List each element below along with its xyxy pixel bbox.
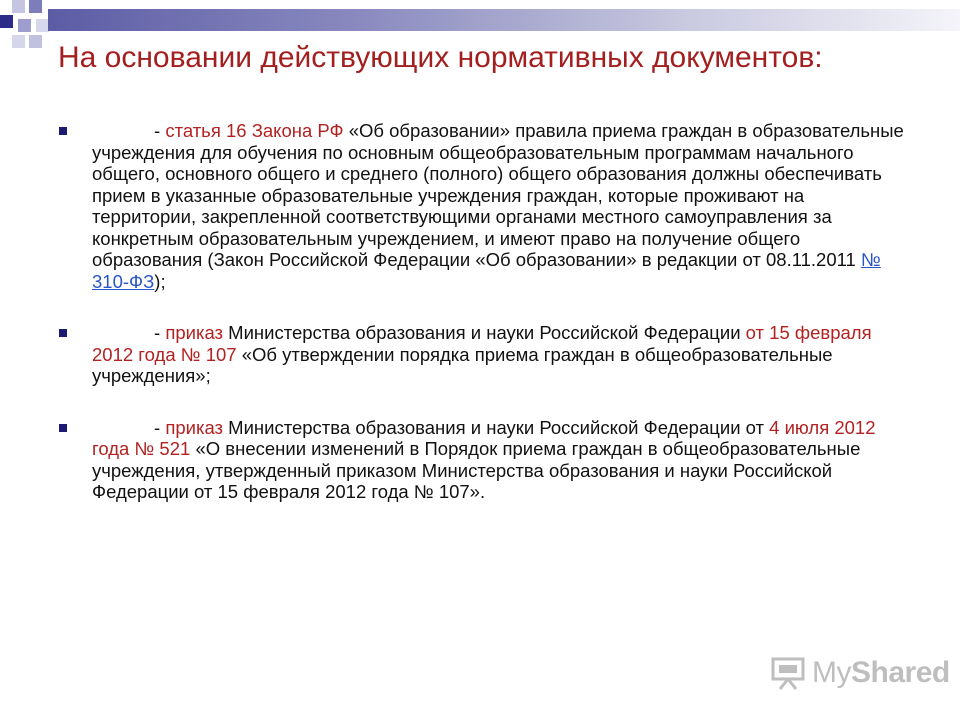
text-run: - — [154, 322, 166, 343]
decor-square — [18, 19, 31, 32]
bullet-icon — [59, 329, 67, 337]
text-run: «Об образовании» правила приема граждан в образовательные учреждения для обучения по основным общеобразовательным программам начального общего, основного общего и среднего (полного) общего образования должны обеспечивать прием в указанные образовательные учреждения граждан, которые проживают на территории, закрепленной соответствующими органами местного самоуправления за конкретным образовательным учреждением, и имеют право на получение общего образования (Закон Российской Федерации «Об образовании» в редакции от 08.11.2011 — [92, 120, 904, 270]
slide-content — [58, 120, 908, 533]
order-date-number: от 15 февраля 2012 года № 107 — [92, 322, 872, 365]
decor-square — [0, 15, 13, 28]
text-run: - — [154, 120, 166, 141]
decor-square — [29, 0, 42, 13]
watermark-text — [812, 656, 950, 690]
text-run: - — [154, 416, 166, 438]
decor-square — [12, 35, 25, 48]
list-item-text — [92, 120, 908, 292]
presentation-board-icon — [770, 656, 806, 690]
text-run: «О внесении изменений в Порядок приема граждан в общеобразовательные учреждения, утвержденный приказом Министерства образования и науки Российской Федерации от 15 февраля 2012 года № 107». — [92, 438, 861, 502]
list-item-text — [92, 417, 908, 503]
list-item — [58, 120, 908, 292]
list-item-text — [92, 322, 908, 387]
decor-square — [29, 35, 42, 48]
list-item — [58, 417, 908, 503]
law-number-link[interactable]: № 310-ФЗ — [92, 249, 881, 292]
watermark-text-light: My — [812, 656, 851, 689]
order-keyword: приказ — [165, 322, 224, 343]
watermark-text-bold: Shared — [851, 656, 950, 689]
bullet-icon — [59, 127, 67, 135]
bullet-icon — [59, 424, 67, 432]
law-article-reference: статья 16 Закона РФ — [165, 120, 344, 141]
text-run: Министерства образования и науки Российской Федерации — [223, 322, 746, 343]
list-item — [58, 322, 908, 387]
header-gradient-bar — [48, 9, 960, 31]
myshared-watermark — [770, 655, 950, 691]
slide-title: На основании действующих нормативных документов: — [58, 41, 823, 74]
order-keyword: приказ — [165, 416, 224, 438]
order-date-number: 4 июля 2012 года № 521 — [92, 416, 876, 459]
decor-square — [12, 0, 25, 13]
text-run: Министерства образования и науки Российской Федерации от — [223, 416, 770, 438]
text-run: «Об утверждении порядка приема граждан в общеобразовательные учреждения»; — [92, 343, 833, 386]
text-run: ); — [154, 270, 166, 292]
